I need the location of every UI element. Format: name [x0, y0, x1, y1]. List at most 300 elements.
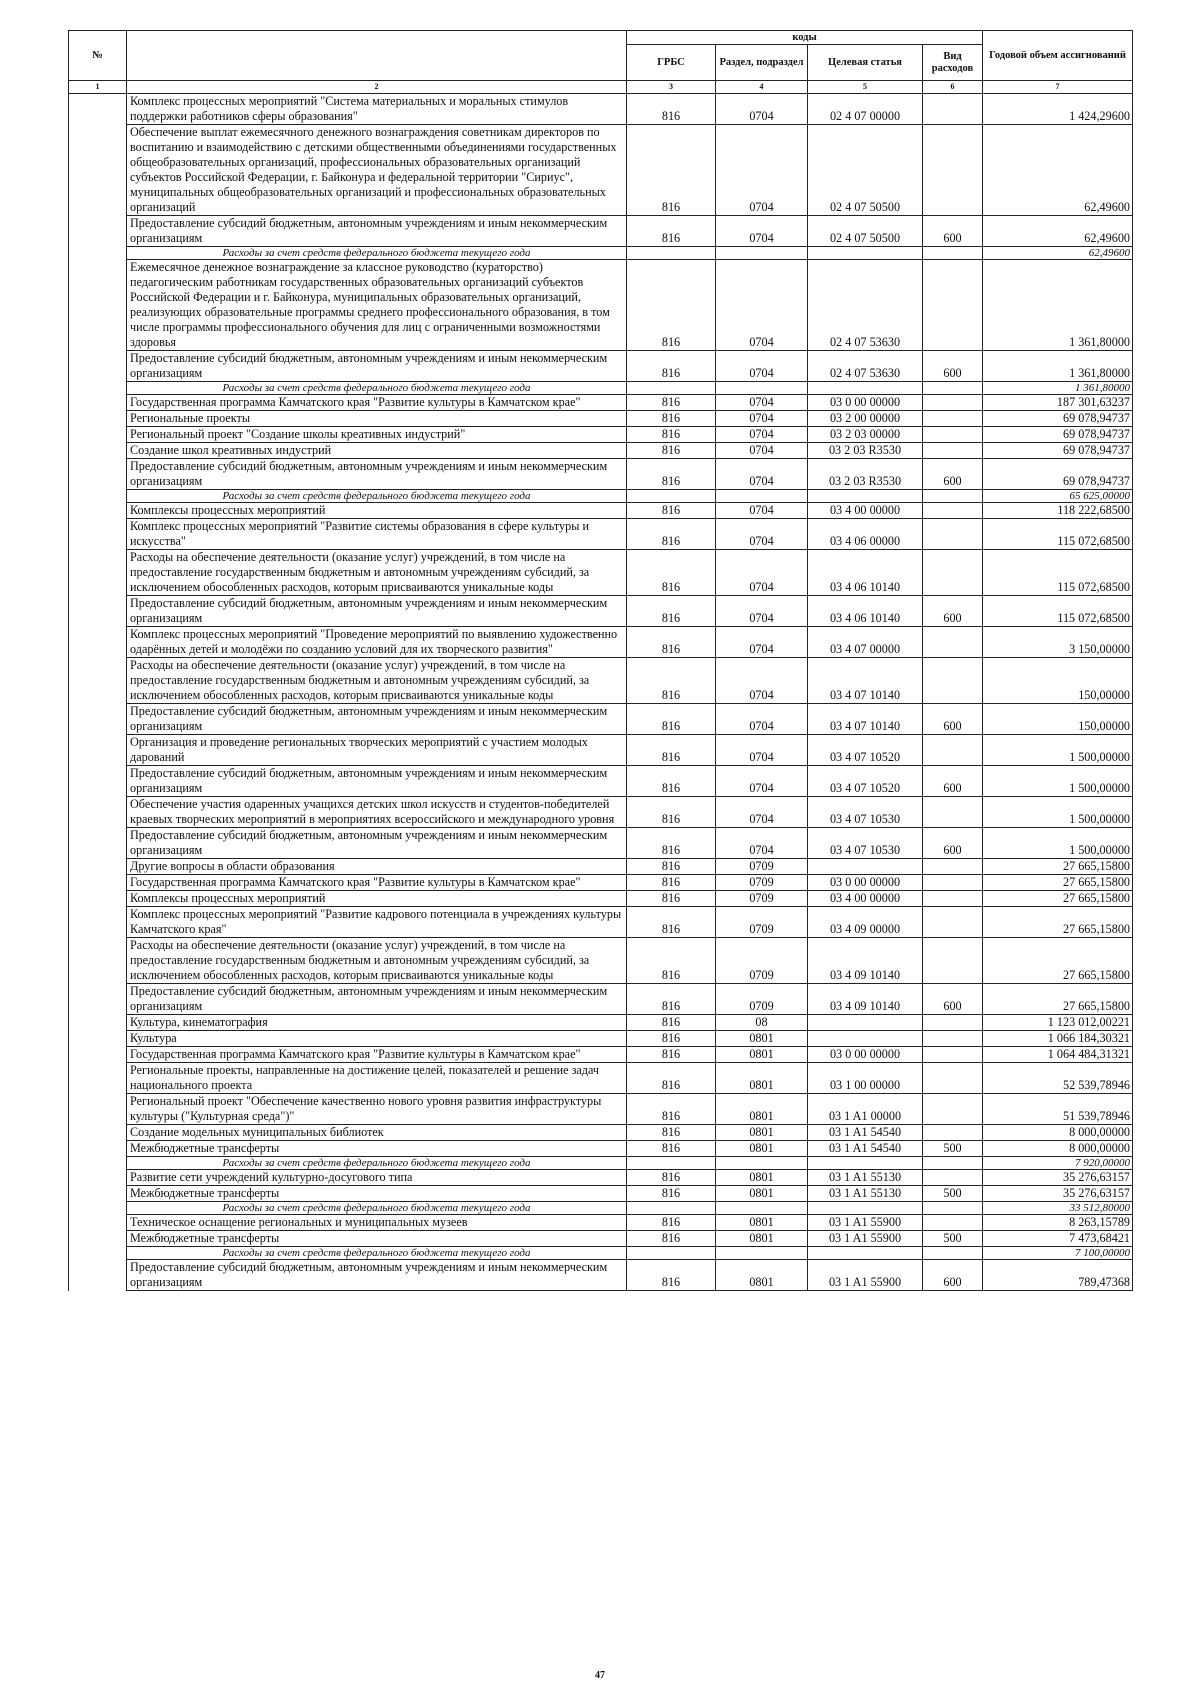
expense-type-cell	[923, 490, 983, 503]
table-row	[69, 427, 1133, 443]
table-row	[69, 260, 1133, 351]
table-row	[69, 94, 1133, 125]
section-cell: 0709	[716, 859, 808, 875]
target-cell	[808, 490, 923, 503]
grbs-cell: 816	[627, 1231, 716, 1247]
target-cell	[808, 1015, 923, 1031]
row-name-cell: Комплекс процессных мероприятий "Система материальных и моральных стимулов поддержки работников сферы образования"	[127, 94, 627, 125]
table-row	[69, 1094, 1133, 1125]
expense-type-cell	[923, 94, 983, 125]
section-cell: 0704	[716, 766, 808, 797]
section-cell: 0801	[716, 1260, 808, 1291]
grbs-cell: 816	[627, 1186, 716, 1202]
grbs-cell: 816	[627, 766, 716, 797]
section-cell	[716, 1157, 808, 1170]
expense-type-cell	[923, 1031, 983, 1047]
row-number-cell	[69, 1141, 127, 1157]
grbs-cell: 816	[627, 125, 716, 216]
row-name-cell: Культура, кинематография	[127, 1015, 627, 1031]
target-cell: 03 4 06 00000	[808, 519, 923, 550]
table-row	[69, 1125, 1133, 1141]
expense-type-cell	[923, 427, 983, 443]
section-cell: 0704	[716, 735, 808, 766]
row-name-cell: Расходы за счет средств федерального бюджета текущего года	[127, 382, 627, 395]
amount-cell: 62,49600	[983, 247, 1133, 260]
target-cell: 03 4 06 10140	[808, 596, 923, 627]
section-cell: 0709	[716, 875, 808, 891]
header-codes: коды	[627, 31, 983, 45]
amount-cell: 35 276,63157	[983, 1186, 1133, 1202]
amount-cell: 150,00000	[983, 658, 1133, 704]
grbs-cell: 816	[627, 395, 716, 411]
grbs-cell: 816	[627, 1125, 716, 1141]
amount-cell: 27 665,15800	[983, 891, 1133, 907]
expense-type-cell: 600	[923, 984, 983, 1015]
row-name-cell: Межбюджетные трансферты	[127, 1186, 627, 1202]
amount-cell: 51 539,78946	[983, 1094, 1133, 1125]
col-number-2: 2	[127, 81, 627, 94]
header-amount: Годовой объем ассигнований	[983, 31, 1133, 81]
expense-type-cell	[923, 938, 983, 984]
target-cell: 02 4 07 53630	[808, 260, 923, 351]
row-name-cell: Ежемесячное денежное вознаграждение за классное руководство (кураторство) педагогическим работникам государственных образовательных организаций субъектов Российской Федерации и г. Байконура, муниципальных образовательных организаций, реализующих образовательные программы среднего профессионального образования, в том числе программы профессионального обучения для лиц с ограниченными возможностями здоровья	[127, 260, 627, 351]
row-number-cell	[69, 459, 127, 490]
row-name-cell: Государственная программа Камчатского края "Развитие культуры в Камчатском крае"	[127, 395, 627, 411]
target-cell: 03 1 A1 55130	[808, 1186, 923, 1202]
grbs-cell: 816	[627, 875, 716, 891]
expense-type-cell	[923, 907, 983, 938]
row-name-cell: Предоставление субсидий бюджетным, автономным учреждениям и иным некоммерческим организациям	[127, 766, 627, 797]
expense-type-cell: 600	[923, 596, 983, 627]
target-cell: 03 4 09 10140	[808, 984, 923, 1015]
row-number-cell	[69, 859, 127, 875]
row-name-cell: Государственная программа Камчатского края "Развитие культуры в Камчатском крае"	[127, 875, 627, 891]
row-number-cell	[69, 247, 127, 260]
target-cell: 03 4 07 10520	[808, 766, 923, 797]
row-number-cell	[69, 797, 127, 828]
row-number-cell	[69, 984, 127, 1015]
expense-type-cell: 600	[923, 459, 983, 490]
expense-type-cell	[923, 443, 983, 459]
federal-funds-row	[69, 1247, 1133, 1260]
section-cell: 0704	[716, 94, 808, 125]
expense-type-cell	[923, 1125, 983, 1141]
expense-type-cell: 500	[923, 1231, 983, 1247]
amount-cell: 115 072,68500	[983, 519, 1133, 550]
target-cell: 02 4 07 50500	[808, 216, 923, 247]
target-cell: 03 1 A1 55900	[808, 1231, 923, 1247]
row-number-cell	[69, 503, 127, 519]
section-cell: 0704	[716, 704, 808, 735]
budget-table	[68, 30, 1133, 1291]
section-cell: 0704	[716, 443, 808, 459]
grbs-cell: 816	[627, 984, 716, 1015]
expense-type-cell	[923, 550, 983, 596]
grbs-cell	[627, 247, 716, 260]
expense-type-cell	[923, 797, 983, 828]
row-name-cell: Создание школ креативных индустрий	[127, 443, 627, 459]
table-row	[69, 859, 1133, 875]
expense-type-cell	[923, 658, 983, 704]
table-row	[69, 1231, 1133, 1247]
target-cell: 03 0 00 00000	[808, 1047, 923, 1063]
grbs-cell	[627, 382, 716, 395]
grbs-cell: 816	[627, 938, 716, 984]
grbs-cell: 816	[627, 351, 716, 382]
row-number-cell	[69, 1063, 127, 1094]
row-name-cell: Комплексы процессных мероприятий	[127, 503, 627, 519]
expense-type-cell	[923, 1215, 983, 1231]
grbs-cell: 816	[627, 735, 716, 766]
row-name-cell: Развитие сети учреждений культурно-досугового типа	[127, 1170, 627, 1186]
row-number-cell	[69, 1247, 127, 1260]
row-name-cell: Культура	[127, 1031, 627, 1047]
row-number-cell	[69, 735, 127, 766]
table-row	[69, 459, 1133, 490]
amount-cell: 1 123 012,00221	[983, 1015, 1133, 1031]
table-row	[69, 1015, 1133, 1031]
amount-cell: 35 276,63157	[983, 1170, 1133, 1186]
grbs-cell: 816	[627, 704, 716, 735]
expense-type-cell	[923, 247, 983, 260]
table-row	[69, 735, 1133, 766]
row-number-cell	[69, 627, 127, 658]
expense-type-cell	[923, 382, 983, 395]
row-number-cell	[69, 395, 127, 411]
target-cell: 03 4 09 10140	[808, 938, 923, 984]
header-number: №	[69, 31, 127, 81]
amount-cell: 69 078,94737	[983, 411, 1133, 427]
table-row	[69, 797, 1133, 828]
expense-type-cell	[923, 1015, 983, 1031]
grbs-cell: 816	[627, 907, 716, 938]
grbs-cell: 816	[627, 503, 716, 519]
section-cell: 0704	[716, 411, 808, 427]
section-cell: 0704	[716, 503, 808, 519]
row-number-cell	[69, 519, 127, 550]
table-row	[69, 1170, 1133, 1186]
amount-cell: 7 473,68421	[983, 1231, 1133, 1247]
table-row	[69, 704, 1133, 735]
grbs-cell: 816	[627, 260, 716, 351]
row-number-cell	[69, 1031, 127, 1047]
expense-type-cell: 500	[923, 1141, 983, 1157]
section-cell: 0709	[716, 938, 808, 984]
amount-cell: 1 361,80000	[983, 382, 1133, 395]
section-cell: 0704	[716, 459, 808, 490]
section-cell: 0704	[716, 125, 808, 216]
amount-cell: 69 078,94737	[983, 443, 1133, 459]
expense-type-cell	[923, 735, 983, 766]
expense-type-cell	[923, 875, 983, 891]
row-number-cell	[69, 1186, 127, 1202]
target-cell: 03 4 07 10530	[808, 797, 923, 828]
row-number-cell	[69, 216, 127, 247]
amount-cell: 27 665,15800	[983, 875, 1133, 891]
target-cell	[808, 1031, 923, 1047]
row-name-cell: Межбюджетные трансферты	[127, 1231, 627, 1247]
row-name-cell: Расходы за счет средств федерального бюджета текущего года	[127, 247, 627, 260]
expense-type-cell	[923, 1202, 983, 1215]
table-row	[69, 395, 1133, 411]
table-row	[69, 1186, 1133, 1202]
table-row	[69, 1047, 1133, 1063]
row-name-cell: Организация и проведение региональных творческих мероприятий с участием молодых дарований	[127, 735, 627, 766]
section-cell: 08	[716, 1015, 808, 1031]
target-cell	[808, 382, 923, 395]
row-name-cell: Комплекс процессных мероприятий "Проведение мероприятий по выявлению художественно одарённых детей и молодёжи по созданию условий для их творческого развития"	[127, 627, 627, 658]
row-number-cell	[69, 938, 127, 984]
expense-type-cell	[923, 1247, 983, 1260]
row-name-cell: Расходы на обеспечение деятельности (оказание услуг) учреждений, в том числе на предоставление государственным бюджетным и автономным учреждениям субсидий, за исключением обособленных расходов, которым присваиваются уникальные коды	[127, 658, 627, 704]
section-cell: 0709	[716, 984, 808, 1015]
expense-type-cell	[923, 411, 983, 427]
table-row	[69, 596, 1133, 627]
row-name-cell: Обеспечение выплат ежемесячного денежного вознаграждения советникам директоров по воспитанию и взаимодействию с детскими общественными объединениями государственных общеобразовательных организаций, профессиональных образовательных организаций субъектов Российской Федерации, г. Байконура и федеральной территории "Сириус", муниципальных общеобразовательных организаций и профессиональных образовательных организаций	[127, 125, 627, 216]
amount-cell: 1 361,80000	[983, 351, 1133, 382]
row-number-cell	[69, 1094, 127, 1125]
table-row	[69, 1063, 1133, 1094]
target-cell	[808, 1202, 923, 1215]
grbs-cell: 816	[627, 658, 716, 704]
expense-type-cell	[923, 891, 983, 907]
amount-cell: 187 301,63237	[983, 395, 1133, 411]
section-cell: 0801	[716, 1031, 808, 1047]
grbs-cell: 816	[627, 427, 716, 443]
row-name-cell: Комплекс процессных мероприятий "Развитие кадрового потенциала в учреждениях культуры Камчатского края"	[127, 907, 627, 938]
target-cell: 03 1 A1 54540	[808, 1141, 923, 1157]
row-name-cell: Расходы за счет средств федерального бюджета текущего года	[127, 490, 627, 503]
expense-type-cell	[923, 260, 983, 351]
row-number-cell	[69, 907, 127, 938]
grbs-cell: 816	[627, 94, 716, 125]
row-name-cell: Обеспечение участия одаренных учащихся детских школ искусств и студентов-победителей краевых творческих мероприятий в мероприятиях всероссийского и международного уровня	[127, 797, 627, 828]
amount-cell: 1 500,00000	[983, 828, 1133, 859]
expense-type-cell	[923, 627, 983, 658]
expense-type-cell: 600	[923, 704, 983, 735]
row-number-cell	[69, 260, 127, 351]
row-number-cell	[69, 427, 127, 443]
target-cell: 03 4 07 00000	[808, 627, 923, 658]
amount-cell: 7 920,00000	[983, 1157, 1133, 1170]
amount-cell: 33 512,80000	[983, 1202, 1133, 1215]
col-number-7: 7	[983, 81, 1133, 94]
row-name-cell: Межбюджетные трансферты	[127, 1141, 627, 1157]
section-cell: 0801	[716, 1215, 808, 1231]
expense-type-cell	[923, 1047, 983, 1063]
table-row	[69, 1031, 1133, 1047]
amount-cell: 8 000,00000	[983, 1125, 1133, 1141]
grbs-cell: 816	[627, 1047, 716, 1063]
row-number-cell	[69, 550, 127, 596]
row-number-cell	[69, 94, 127, 125]
row-name-cell: Расходы за счет средств федерального бюджета текущего года	[127, 1157, 627, 1170]
amount-cell: 1 500,00000	[983, 766, 1133, 797]
target-cell: 03 4 07 10140	[808, 704, 923, 735]
grbs-cell: 816	[627, 1215, 716, 1231]
row-number-cell	[69, 125, 127, 216]
section-cell: 0801	[716, 1231, 808, 1247]
grbs-cell: 816	[627, 1031, 716, 1047]
row-number-cell	[69, 443, 127, 459]
section-cell: 0704	[716, 797, 808, 828]
expense-type-cell	[923, 859, 983, 875]
section-cell: 0801	[716, 1094, 808, 1125]
table-row	[69, 938, 1133, 984]
federal-funds-row	[69, 490, 1133, 503]
section-cell: 0801	[716, 1047, 808, 1063]
section-cell: 0704	[716, 395, 808, 411]
table-header	[69, 31, 1133, 94]
section-cell: 0704	[716, 216, 808, 247]
section-cell: 0801	[716, 1186, 808, 1202]
row-name-cell: Региональный проект "Обеспечение качественно нового уровня развития инфраструктуры культуры ("Культурная среда")"	[127, 1094, 627, 1125]
section-cell: 0704	[716, 658, 808, 704]
row-name-cell: Предоставление субсидий бюджетным, автономным учреждениям и иным некоммерческим организациям	[127, 984, 627, 1015]
expense-type-cell	[923, 395, 983, 411]
row-name-cell: Региональные проекты	[127, 411, 627, 427]
table-row	[69, 216, 1133, 247]
row-name-cell: Другие вопросы в области образования	[127, 859, 627, 875]
row-name-cell: Предоставление субсидий бюджетным, автономным учреждениям и иным некоммерческим организациям	[127, 704, 627, 735]
expense-type-cell: 600	[923, 1260, 983, 1291]
row-number-cell	[69, 891, 127, 907]
target-cell: 03 4 07 10530	[808, 828, 923, 859]
grbs-cell: 816	[627, 596, 716, 627]
header-expense-type: Вид расходов	[923, 45, 983, 81]
target-cell: 03 2 03 R3530	[808, 443, 923, 459]
table-row	[69, 828, 1133, 859]
expense-type-cell	[923, 503, 983, 519]
row-name-cell: Региональный проект "Создание школы креативных индустрий"	[127, 427, 627, 443]
expense-type-cell	[923, 1157, 983, 1170]
grbs-cell: 816	[627, 459, 716, 490]
target-cell: 03 1 A1 55900	[808, 1260, 923, 1291]
row-number-cell	[69, 1125, 127, 1141]
target-cell: 03 2 03 00000	[808, 427, 923, 443]
table-row	[69, 443, 1133, 459]
amount-cell: 1 064 484,31321	[983, 1047, 1133, 1063]
table-row	[69, 891, 1133, 907]
grbs-cell	[627, 490, 716, 503]
federal-funds-row	[69, 247, 1133, 260]
grbs-cell: 816	[627, 797, 716, 828]
expense-type-cell	[923, 1170, 983, 1186]
section-cell: 0801	[716, 1141, 808, 1157]
row-number-cell	[69, 411, 127, 427]
section-cell	[716, 1247, 808, 1260]
row-name-cell: Создание модельных муниципальных библиотек	[127, 1125, 627, 1141]
row-name-cell: Предоставление субсидий бюджетным, автономным учреждениям и иным некоммерческим организациям	[127, 351, 627, 382]
federal-funds-row	[69, 1202, 1133, 1215]
header-target: Целевая статья	[808, 45, 923, 81]
col-number-1: 1	[69, 81, 127, 94]
table-row	[69, 1215, 1133, 1231]
row-name-cell: Предоставление субсидий бюджетным, автономным учреждениям и иным некоммерческим организациям	[127, 828, 627, 859]
target-cell: 03 2 00 00000	[808, 411, 923, 427]
row-name-cell: Расходы за счет средств федерального бюджета текущего года	[127, 1202, 627, 1215]
col-number-4: 4	[716, 81, 808, 94]
table-row	[69, 875, 1133, 891]
amount-cell: 27 665,15800	[983, 984, 1133, 1015]
col-number-5: 5	[808, 81, 923, 94]
section-cell: 0709	[716, 891, 808, 907]
row-name-cell: Государственная программа Камчатского края "Развитие культуры в Камчатском крае"	[127, 1047, 627, 1063]
target-cell	[808, 859, 923, 875]
expense-type-cell: 600	[923, 216, 983, 247]
target-cell: 02 4 07 53630	[808, 351, 923, 382]
row-number-cell	[69, 766, 127, 797]
row-number-cell	[69, 382, 127, 395]
table-body	[69, 94, 1133, 1291]
target-cell: 03 1 A1 54540	[808, 1125, 923, 1141]
grbs-cell	[627, 1157, 716, 1170]
row-number-cell	[69, 875, 127, 891]
target-cell: 03 4 09 00000	[808, 907, 923, 938]
target-cell: 03 4 00 00000	[808, 503, 923, 519]
budget-sheet	[68, 30, 1132, 1291]
target-cell: 03 0 00 00000	[808, 395, 923, 411]
row-name-cell: Расходы на обеспечение деятельности (оказание услуг) учреждений, в том числе на предоставление государственным бюджетным и автономным учреждениям субсидий, за исключением обособленных расходов, которым присваиваются уникальные коды	[127, 550, 627, 596]
grbs-cell: 816	[627, 1170, 716, 1186]
grbs-cell: 816	[627, 443, 716, 459]
grbs-cell: 816	[627, 519, 716, 550]
grbs-cell: 816	[627, 1063, 716, 1094]
target-cell: 03 4 07 10140	[808, 658, 923, 704]
amount-cell: 1 066 184,30321	[983, 1031, 1133, 1047]
expense-type-cell	[923, 1094, 983, 1125]
target-cell: 03 1 00 00000	[808, 1063, 923, 1094]
section-cell: 0704	[716, 427, 808, 443]
table-row	[69, 503, 1133, 519]
section-cell	[716, 490, 808, 503]
table-row	[69, 519, 1133, 550]
expense-type-cell: 600	[923, 351, 983, 382]
target-cell: 03 1 A1 00000	[808, 1094, 923, 1125]
grbs-cell: 816	[627, 828, 716, 859]
amount-cell: 27 665,15800	[983, 859, 1133, 875]
target-cell: 02 4 07 50500	[808, 125, 923, 216]
col-number-6: 6	[923, 81, 983, 94]
target-cell: 02 4 07 00000	[808, 94, 923, 125]
row-name-cell: Комплексы процессных мероприятий	[127, 891, 627, 907]
section-cell	[716, 1202, 808, 1215]
header-section: Раздел, подраздел	[716, 45, 808, 81]
table-row	[69, 411, 1133, 427]
target-cell: 03 2 03 R3530	[808, 459, 923, 490]
expense-type-cell: 600	[923, 828, 983, 859]
target-cell: 03 0 00 00000	[808, 875, 923, 891]
grbs-cell: 816	[627, 1141, 716, 1157]
section-cell: 0704	[716, 627, 808, 658]
row-name-cell: Расходы на обеспечение деятельности (оказание услуг) учреждений, в том числе на предоставление государственным бюджетным и автономным учреждениям субсидий, за исключением обособленных расходов, которым присваиваются уникальные коды	[127, 938, 627, 984]
section-cell: 0704	[716, 828, 808, 859]
row-number-cell	[69, 1170, 127, 1186]
target-cell: 03 4 00 00000	[808, 891, 923, 907]
federal-funds-row	[69, 382, 1133, 395]
grbs-cell: 816	[627, 627, 716, 658]
target-cell: 03 1 A1 55130	[808, 1170, 923, 1186]
section-cell: 0801	[716, 1170, 808, 1186]
amount-cell: 27 665,15800	[983, 907, 1133, 938]
row-name-cell: Региональные проекты, направленные на достижение целей, показателей и решение задач национального проекта	[127, 1063, 627, 1094]
section-cell	[716, 247, 808, 260]
amount-cell: 8 263,15789	[983, 1215, 1133, 1231]
amount-cell: 115 072,68500	[983, 550, 1133, 596]
amount-cell: 52 539,78946	[983, 1063, 1133, 1094]
row-number-cell	[69, 596, 127, 627]
section-cell: 0704	[716, 519, 808, 550]
